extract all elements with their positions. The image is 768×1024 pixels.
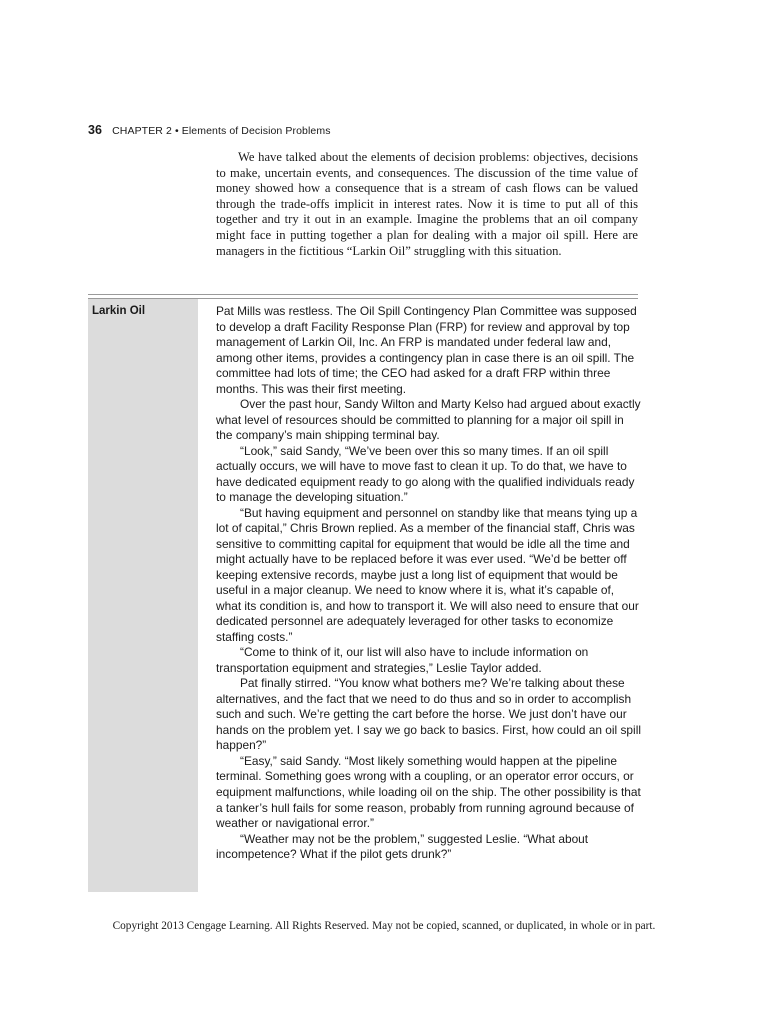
case-story [216,304,641,863]
page-number: 36 [88,123,103,137]
story-paragraph: Pat Mills was restless. The Oil Spill Contingency Plan Committee was supposed to develop a draft Facility Response Plan (FRP) for review and approval by top management of Larkin Oil, Inc. An FRP is mandated under federal law and, among other items, provides a contingency plan in case there is an oil spill. The committee had lots of time; the CEO had asked for a draft FRP within three months. This was their first meeting. [216,304,637,396]
running-title: CHAPTER 2 • Elements of Decision Problems [112,125,331,137]
story-paragraph: Pat finally stirred. “You know what bothers me? We’re talking about these alternatives, and the fact that we need to do thus and so in order to accomplish such and such. We’re getting the cart before the horse. We just don’t have our hands on the problem yet. I say we go back to basics. First, how could an oil spill happen?” [216,676,641,753]
case-sidebar [88,299,198,892]
copyright-footer: Copyright 2013 Cengage Learning. All Rights Reserved. May not be copied, scanned, or duplicated, in whole or in part. [112,920,656,932]
story-paragraph: “But having equipment and personnel on standby like that means tying up a lot of capital,” Chris Brown replied. As a member of the financial staff, Chris was sensitive to committing capital for equipment that would be idle all the time and might actually have to be replaced before it was ever used. “We’d be better off keeping extensive records, maybe just a long list of equipment that would be useful in a major cleanup. We need to know where it is, what it’s capable of, what its condition is, and how to transport it. We will also need to ensure that our dedicated personnel are adequately leveraged for other tasks to economize staffing costs.” [216,505,639,644]
story-paragraph: “Look,” said Sandy, “We’ve been over this so many times. If an oil spill actually occurs, we will have to move fast to clean it up. To do that, we have to have dedicated equipment ready to go along with the qualified individuals ready to manage the developing situation.” [216,443,635,505]
case-label: Larkin Oil [92,305,146,317]
story-paragraph: Over the past hour, Sandy Wilton and Marty Kelso had argued about exactly what level of resources should be committed to planning for a major oil spill in the company’s main shipping terminal bay. [216,397,641,443]
story-paragraph: “Weather may not be the problem,” suggested Leslie. “What about incompetence? What if the pilot gets drunk?” [216,831,589,862]
running-header [88,123,331,137]
story-paragraph: “Easy,” said Sandy. “Most likely something would happen at the pipeline terminal. Something goes wrong with a coupling, or an operator error occurs, or equipment malfunctions, while loading oil on the ship. The other possibility is that a tanker’s hull fails for some reason, probably from running aground because of weather or navigational error.” [216,753,641,831]
section-divider-top [88,294,638,295]
story-paragraph: “Come to think of it, our list will also have to include information on transportation equipment and strategies,” Leslie Taylor added. [216,645,589,675]
intro-paragraph: We have talked about the elements of decision problems: objectives, decisions to make, uncertain events, and consequences. The discussion of the time value of money showed how a consequence that is a stream of cash flows can be valued through the trade-offs implicit in interest rates. Now it is time to put all of this together and try it out in an example. Imagine the problems that an oil company might face in putting together a plan for dealing with a major oil spill. Here are managers in the fictitious “Larkin Oil” struggling with this situation. [216,150,638,258]
